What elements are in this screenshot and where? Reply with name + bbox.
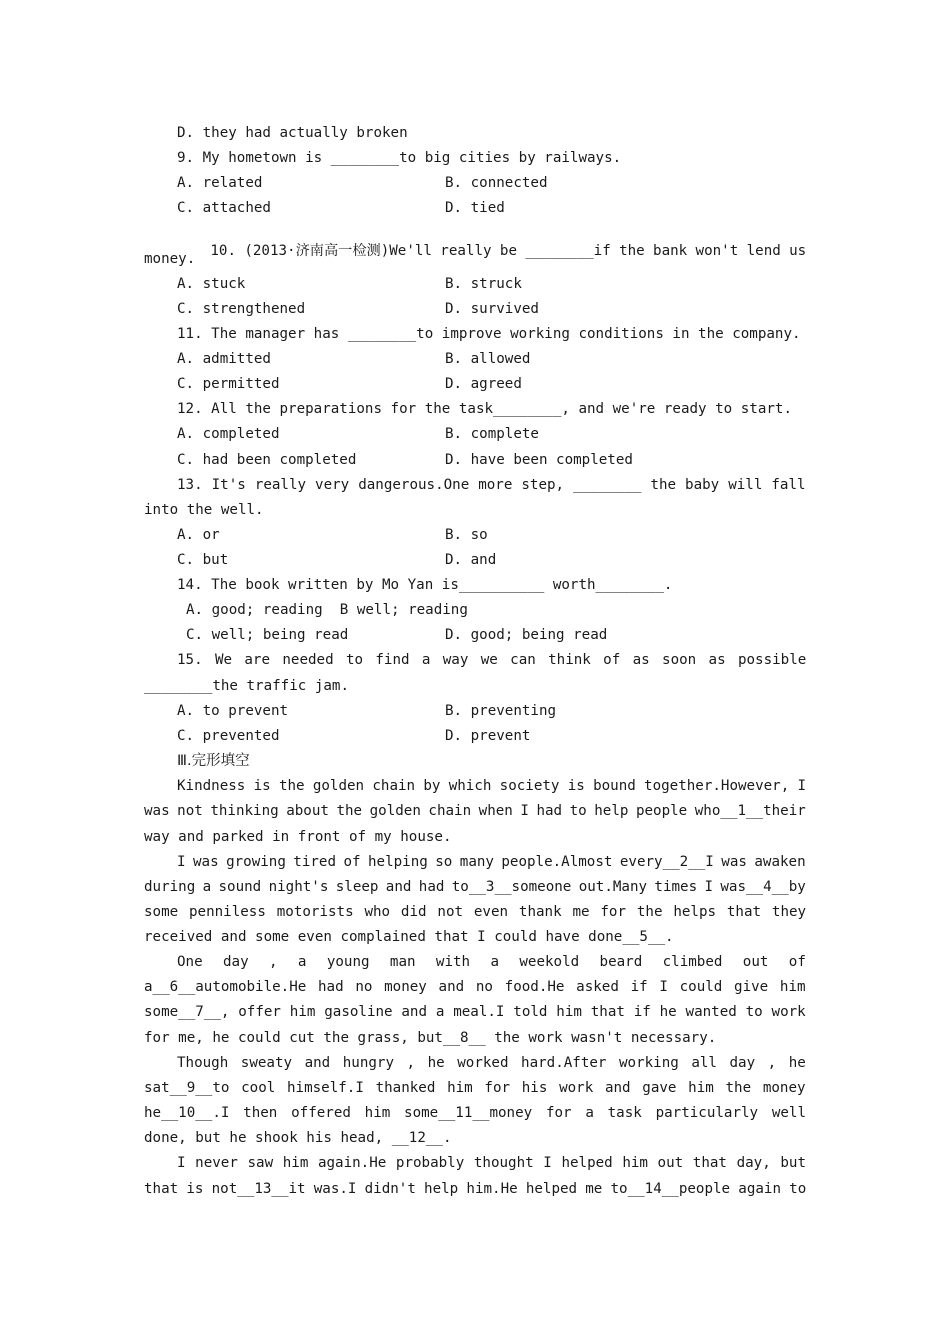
p3-line3: some__7__, offer him gasoline and a meal.I told him that if he wanted to work — [144, 1004, 806, 1020]
q14-stem: 14. The book written by Mo Yan is__________ worth________. — [177, 577, 673, 593]
q12-stem: 12. All the preparations for the task________, and we're ready to start. — [177, 401, 792, 417]
q13-option-b: B. so — [445, 527, 488, 543]
q12-option-d: D. have been completed — [445, 452, 633, 468]
p2-line1: I was growing tired of helping so many people.Almost every__2__I was awaken — [177, 854, 806, 870]
q15-option-c: C. prevented — [177, 728, 280, 744]
p3-line4: for me, he could cut the grass, but__8__ the work wasn't necessary. — [144, 1030, 717, 1046]
q15-option-b: B. preventing — [445, 703, 557, 719]
q14-option-c: C. well; being read — [186, 627, 349, 643]
q12-option-c: C. had been completed — [177, 452, 357, 468]
q13-stem-line1: 13. It's really very dangerous.One more step, ________ the baby will fall — [177, 477, 806, 493]
q14-options-ab: A. good; reading B well; reading — [186, 602, 468, 618]
q10-option-c: C. strengthened — [177, 301, 306, 317]
q15-option-a: A. to prevent — [177, 703, 289, 719]
p4-line2: sat__9__to cool himself.I thanked him for his work and gave him the money — [144, 1080, 806, 1096]
p2-line3: some penniless motorists who did not even thank me for the helps that they — [144, 904, 807, 920]
q13-option-d: D. and — [445, 552, 497, 568]
q15-option-d: D. prevent — [445, 728, 531, 744]
q9-stem: 9. My hometown is ________to big cities by railways. — [177, 150, 622, 166]
q11-stem: 11. The manager has ________to improve working conditions in the company. — [177, 326, 801, 342]
q10-option-b: B. struck — [445, 276, 522, 292]
q11-option-a: A. admitted — [177, 351, 271, 367]
p1-line2: was not thinking about the golden chain when I had to help people who__1__their — [144, 803, 806, 819]
p1-line3: way and parked in front of my house. — [144, 829, 452, 845]
q10-option-a: A. stuck — [177, 276, 246, 292]
p4-line4: done, but he shook his head, __12__. — [144, 1130, 452, 1146]
q12-option-a: A. completed — [177, 426, 280, 442]
q11-option-b: B. allowed — [445, 351, 531, 367]
q13-option-c: C. but — [177, 552, 229, 568]
p5-line2: that is not__13__it was.I didn't help him.He helped me to__14__people again to — [144, 1181, 807, 1197]
q13-stem-line2: into the well. — [144, 502, 264, 518]
q10-stem-text: 10. (2013·济南高一检测)We'll really be ________if the bank won't lend us — [210, 243, 807, 259]
p3-line1: One day , a young man with a weekold beard climbed out of — [177, 954, 806, 970]
p2-line2: during a sound night's sleep and had to__3__someone out.Many times I was__4__by — [144, 879, 806, 895]
q9-option-d: D. tied — [445, 200, 505, 216]
section-heading-cloze: Ⅲ.完形填空 — [177, 753, 250, 769]
q9-option-b: B. connected — [445, 175, 548, 191]
p4-line1: Though sweaty and hungry , he worked hard.After working all day , he — [177, 1055, 806, 1071]
p4-line3: he__10__.I then offered him some__11__money for a task particularly well — [144, 1105, 806, 1121]
q10-option-d: D. survived — [445, 301, 539, 317]
q8-option-d: D. they had actually broken — [177, 125, 408, 141]
q15-stem-line1: 15. We are needed to find a way we can think of as soon as possible — [177, 652, 807, 668]
q13-option-a: A. or — [177, 527, 220, 543]
q10-stem-line2: money. — [144, 251, 196, 267]
q15-stem-line2: ________the traffic jam. — [144, 678, 349, 694]
p2-line4: received and some even complained that I could have done__5__. — [144, 929, 674, 945]
q11-option-d: D. agreed — [445, 376, 522, 392]
p1-line1: Kindness is the golden chain by which society is bound together.However, I — [177, 778, 807, 794]
p3-line2: a__6__automobile.He had no money and no food.He asked if I could give him — [144, 979, 806, 995]
q9-option-a: A. related — [177, 175, 263, 191]
q11-option-c: C. permitted — [177, 376, 280, 392]
q10-stem-line1 — [177, 224, 806, 278]
q9-option-c: C. attached — [177, 200, 271, 216]
q12-option-b: B. complete — [445, 426, 539, 442]
p5-line1: I never saw him again.He probably thought I helped him out that day, but — [177, 1155, 806, 1171]
q14-option-d: D. good; being read — [445, 627, 608, 643]
